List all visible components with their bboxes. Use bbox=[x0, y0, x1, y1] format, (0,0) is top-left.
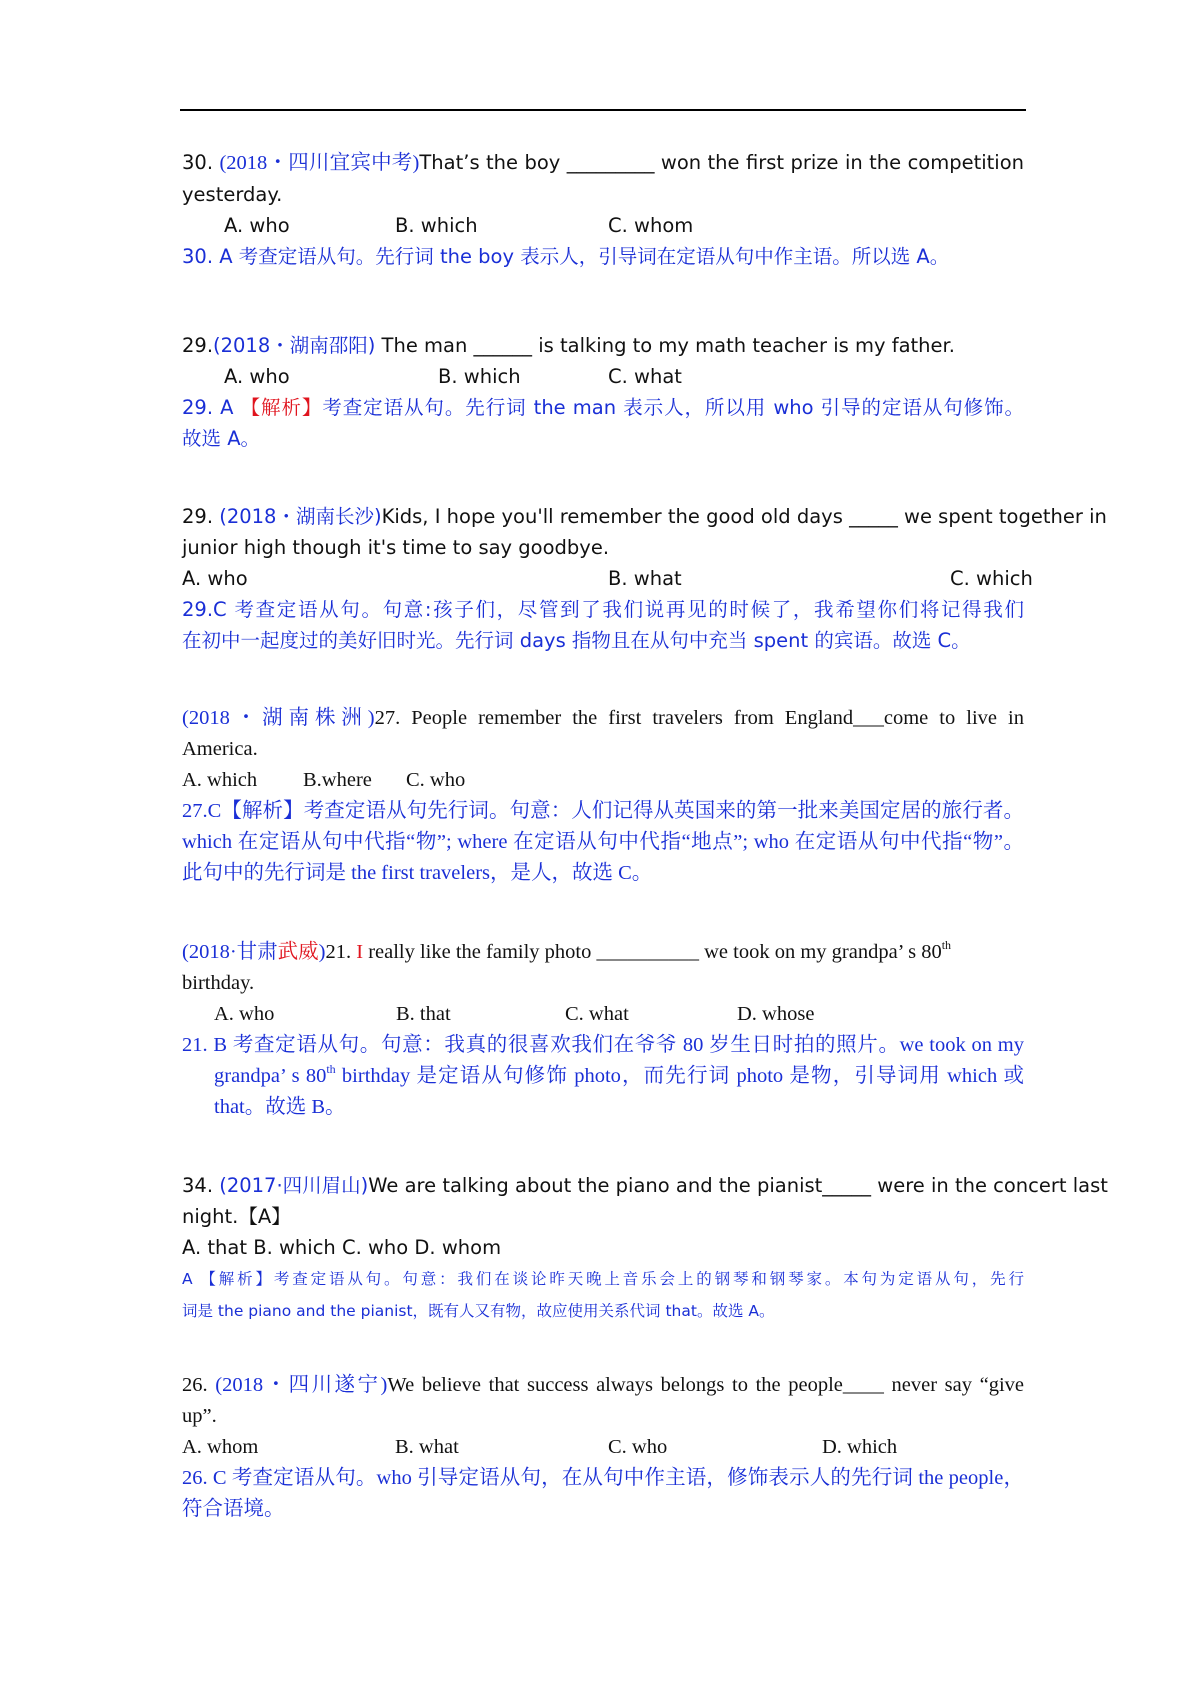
stem-text-cont: up”. bbox=[182, 1405, 217, 1427]
question-stem bbox=[182, 1370, 1024, 1401]
question-source: (2018・四川遂宁) bbox=[215, 1374, 388, 1396]
question-stem bbox=[182, 937, 1024, 968]
stem-text-cont: birthday. bbox=[182, 972, 255, 994]
stem-text-cont: junior high though it's time to say goodbye. bbox=[182, 536, 610, 559]
option-b: B. which bbox=[395, 214, 478, 237]
question-source: (2018・湖南邵阳) bbox=[213, 334, 376, 357]
question-number: 21. bbox=[325, 941, 357, 963]
question-source: (2018・四川宜宾中考) bbox=[219, 152, 420, 174]
stem-text: really like the family photo __________ we took on my grandpa’ s 80 bbox=[363, 941, 942, 963]
options-row bbox=[182, 1432, 1024, 1463]
answer-explanation-cont bbox=[182, 1061, 1024, 1092]
superscript: th bbox=[941, 938, 952, 952]
question-number: 26. bbox=[182, 1374, 216, 1396]
stem-text-cont: America. bbox=[182, 738, 258, 760]
header-rule bbox=[180, 109, 1026, 111]
option-c: C. which bbox=[950, 567, 1033, 590]
option-b: B. which bbox=[438, 365, 521, 388]
option-c: C. who bbox=[406, 769, 466, 791]
option-d: D. whose bbox=[737, 1003, 815, 1025]
option-a: A. who bbox=[182, 567, 248, 590]
answer-explanation-end: that。故选 B。 bbox=[214, 1096, 346, 1118]
options-row bbox=[182, 999, 1024, 1030]
stem-text: Kids, I hope you'll remember the good old days _____ we spent together in bbox=[381, 505, 1107, 528]
question-1 bbox=[182, 147, 1024, 272]
stem-text: 27. People remember the first travelers from England___come to live in bbox=[374, 707, 1024, 729]
stem-text: We believe that success always belongs to the people____ never say “give bbox=[387, 1374, 1025, 1396]
answer-number: 29. A bbox=[182, 396, 241, 419]
stem-text-cont: night.【A】 bbox=[182, 1205, 291, 1228]
question-number: 29. bbox=[182, 334, 214, 357]
answer-explanation: 30. A 考查定语从句。先行词 the boy 表示人，引导词在定语从句中作主语。所以选 A。 bbox=[182, 245, 950, 268]
answer-text: 考查定语从句。先行词 the man 表示人，所以用 who 引导的定语从句修饰。 bbox=[322, 396, 1024, 419]
option-c: C. who bbox=[608, 1436, 668, 1458]
question-stem bbox=[182, 703, 1024, 734]
question-stem bbox=[182, 501, 1107, 532]
answer-text-cont: birthday 是定语从句修饰 photo，而先行词 photo 是物，引导词用 which 或 bbox=[335, 1065, 1024, 1087]
question-stem bbox=[182, 330, 1024, 361]
answer-explanation-cont: 在初中一起度过的美好旧时光。先行词 days 指物且在从句中充当 spent 的宾语。故选 C。 bbox=[182, 629, 971, 652]
answer-explanation: 29.C 考查定语从句。句意:孩子们，尽管到了我们说再见的时候了，我希望你们将记得我们 bbox=[182, 598, 1024, 621]
option-b: B.where bbox=[303, 769, 372, 791]
answer-explanation: 21. B 考查定语从句。句意：我真的很喜欢我们在爷爷 80 岁生日时拍的照片。we took on my bbox=[182, 1034, 1024, 1056]
answer-explanation: 27.C【解析】考查定语从句先行词。句意：人们记得从英国来的第一批来美国定居的旅行者。 bbox=[182, 800, 1024, 822]
question-source: (2017·四川眉山) bbox=[219, 1174, 369, 1197]
question-source: (2018・湖南长沙) bbox=[219, 505, 382, 528]
option-a: A. who bbox=[224, 365, 290, 388]
answer-explanation-cont: 故选 A。 bbox=[182, 427, 261, 450]
answer-explanation-end: 此句中的先行词是 the first travelers，是人，故选 C。 bbox=[182, 862, 653, 884]
stem-text: That’s the boy _________ won the first prize in the competition bbox=[419, 151, 1025, 174]
option-a: A. which bbox=[182, 769, 258, 791]
question-5 bbox=[182, 937, 1024, 1123]
question-6 bbox=[182, 1170, 1108, 1327]
question-stem bbox=[182, 1170, 1108, 1201]
superscript: th bbox=[326, 1062, 336, 1076]
question-3 bbox=[182, 501, 1107, 656]
option-b: B. what bbox=[608, 567, 682, 590]
question-source: (2018·甘肃 bbox=[182, 941, 278, 963]
option-b: B. what bbox=[395, 1436, 459, 1458]
option-a: A. whom bbox=[182, 1436, 259, 1458]
option-d: D. which bbox=[822, 1436, 898, 1458]
answer-explanation: 26. C 考查定语从句。who 引导定语从句，在从句中作主语，修饰表示人的先行词 the people， bbox=[182, 1467, 1024, 1489]
options-row bbox=[182, 765, 1024, 796]
option-c: C. what bbox=[565, 1003, 629, 1025]
answer-explanation bbox=[182, 392, 1024, 423]
question-number: 30. bbox=[182, 151, 220, 174]
question-source: (2018・湖南株洲) bbox=[182, 707, 375, 729]
question-number: 34. bbox=[182, 1174, 220, 1197]
options-row bbox=[182, 210, 1024, 241]
question-number: 29. bbox=[182, 505, 220, 528]
question-7 bbox=[182, 1370, 1024, 1525]
options-row bbox=[182, 563, 1033, 594]
answer-explanation-cont: which 在定语从句中代指“物”; where 在定语从句中代指“地点”; who 在定语从句中代指“物”。 bbox=[182, 831, 1024, 853]
question-2 bbox=[182, 330, 1024, 454]
question-stem bbox=[182, 147, 1024, 179]
question-source-red: 武威 bbox=[277, 941, 319, 963]
question-4 bbox=[182, 703, 1024, 889]
option-c: C. what bbox=[608, 365, 682, 388]
stem-text: We are talking about the piano and the pianist_____ were in the concert last bbox=[368, 1174, 1108, 1197]
option-c: C. whom bbox=[608, 214, 694, 237]
options-row: A. that B. which C. who D. whom bbox=[182, 1236, 502, 1259]
answer-explanation-cont: 符合语境。 bbox=[182, 1498, 285, 1520]
answer-explanation-cont: 词是 the piano and the pianist，既有人又有物，故应使用关系代词 that。故选 A。 bbox=[182, 1302, 775, 1320]
option-b: B. that bbox=[396, 1003, 451, 1025]
option-a: A. who bbox=[214, 1003, 275, 1025]
question-source-end: ) bbox=[318, 941, 326, 963]
stem-text: The man ______ is talking to my math teacher is my father. bbox=[375, 334, 955, 357]
option-a: A. who bbox=[224, 214, 290, 237]
answer-explanation: A 【解析】考查定语从句。句意：我们在谈论昨天晚上音乐会上的钢琴和钢琴家。本句为定语从句，先行 bbox=[182, 1270, 1024, 1288]
analysis-tag: 【解析】 bbox=[240, 396, 323, 419]
stem-text-cont: yesterday. bbox=[182, 183, 283, 206]
options-row bbox=[182, 361, 1024, 392]
stem-first-letter: I bbox=[356, 941, 364, 963]
answer-text: grandpa’ s 80 bbox=[214, 1065, 327, 1087]
